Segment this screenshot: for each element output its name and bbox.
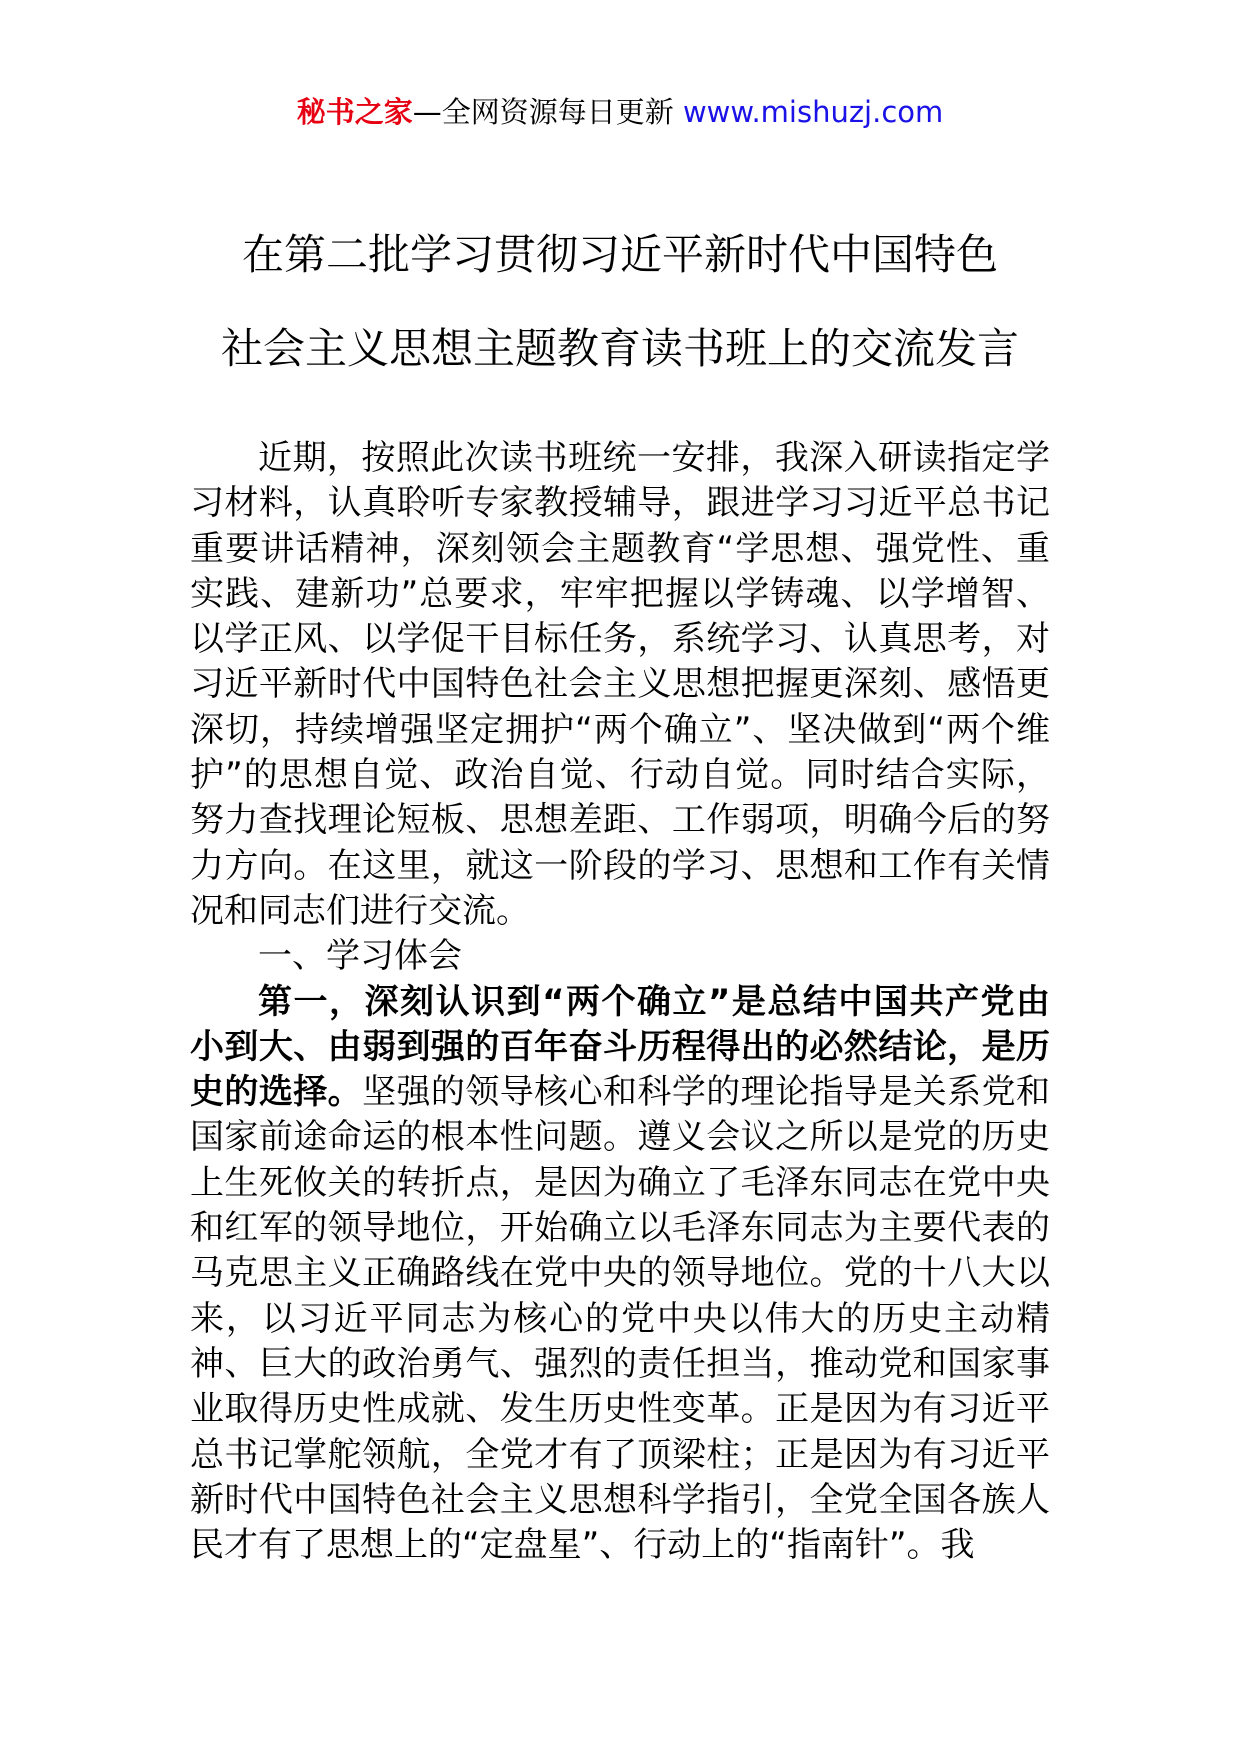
point-body: 坚强的领导核心和科学的理论指导是关系党和国家前途命运的根本性问题。遵义会议之所以是党的历史上生死攸关的转折点，是因为确立了毛泽东同志在党中央和红军的领导地位，开始确立以毛泽东同志为主要代表的马克思主义正确路线在党中央的领导地位。党的十八大以来，以习近平同志为核心的党中央以伟大的历史主动精神、巨大的政治勇气、强烈的责任担当，推动党和国家事业取得历史性成就、发生历史性变革。正是因为有习近平总书记掌舵领航，全党才有了顶梁柱；正是因为有习近平新时代中国特色社会主义思想科学指引，全党全国各族人民才有了思想上的“定盘星”、行动上的“指南针”。我: [190, 1072, 1051, 1566]
point-heading: 第一，深刻认识到“两个确立”是总结中国共产党由小到大、由弱到强的百年奋斗历程得出的必然结论，是历史的选择。: [190, 981, 1050, 1113]
site-header: [0, 92, 1240, 132]
section-heading: 一、学习体会: [258, 936, 462, 977]
point-paragraph: [190, 980, 1050, 1569]
intro-paragraph: 近期，按照此次读书班统一安排，我深入研读指定学习材料，认真聆听专家教授辅导，跟进学习习近平总书记重要讲话精神，深刻领会主题教育“学思想、强党性、重实践、建新功”总要求，牢牢把握以学铸魂、以学增智、以学正风、以学促干目标任务，系统学习、认真思考，对习近平新时代中国特色社会主义思想把握更深刻、感悟更深切，持续增强坚定拥护“两个确立”、坚决做到“两个维护”的思想自觉、政治自觉、行动自觉。同时结合实际，努力查找理论短板、思想差距、工作弱项，明确今后的努力方向。在这里，就这一阶段的学习、思想和工作有关情况和同志们进行交流。: [190, 438, 1050, 931]
document-body: [190, 436, 1050, 1568]
title-line-1: 在第二批学习贯彻习近平新时代中国特色: [241, 230, 998, 279]
site-brand: 秘书之家: [296, 95, 413, 129]
document-title: [190, 208, 1050, 396]
site-slogan: —全网资源每日更新: [412, 95, 674, 129]
title-line-2: 社会主义思想主题教育读书班上的交流发言: [220, 324, 1019, 373]
site-url-link[interactable]: www.mishuzj.com: [682, 95, 944, 129]
